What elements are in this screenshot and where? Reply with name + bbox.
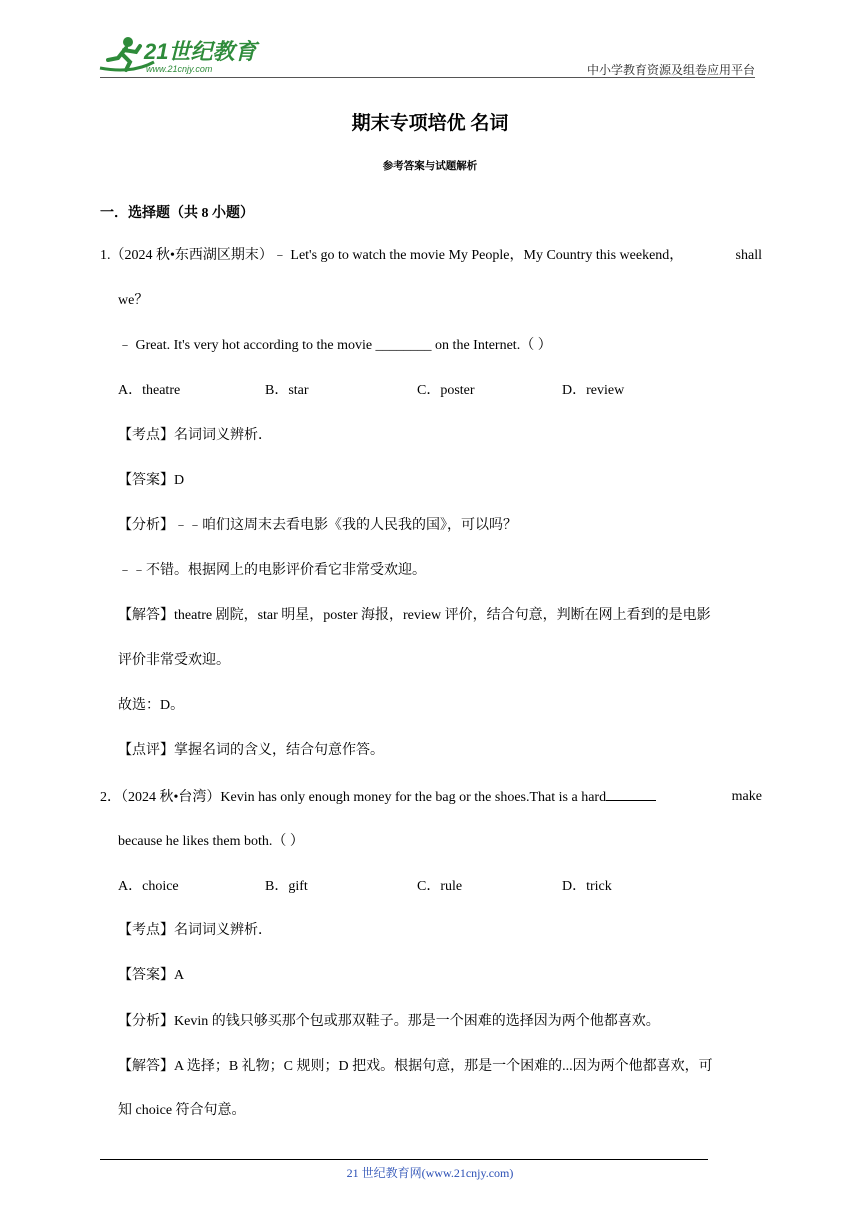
question-1-choice: 故选：D。 [118,698,185,713]
logo-runner-icon [92,34,262,78]
site-logo [92,34,262,78]
question-1-analysis: 【分析】﹣﹣咱们这周末去看电影《我的人民我的国》，可以吗？ [118,518,517,533]
question-1-option-d: D．review [562,383,625,398]
question-2-stem-cont: because he likes them both.（ ） [118,834,304,849]
question-1-comment: 【点评】掌握名词的含义，结合句意作答。 [118,743,384,758]
svg-text:www.21cnjy.com: www.21cnjy.com [146,64,213,74]
header-divider [100,77,755,78]
question-1-option-c: C．poster [417,383,475,398]
question-1-reply: ﹣ Great. It's very hot according to the movie ________ on the Internet.（ ） [118,338,552,353]
question-2-option-a: A．choice [118,879,179,894]
page-title: 期末专项培优 名词 [351,113,509,134]
question-1-analysis-cont: ﹣﹣不错。根据网上的电影评价看它非常受欢迎。 [118,563,426,578]
question-2-answer: 【答案】A [118,968,185,983]
question-2-text-end: make [731,789,762,804]
svg-text:21世纪教育: 21世纪教育 [144,39,257,64]
question-2-option-d: D．trick [562,879,612,894]
question-2-option-c: C．rule [417,879,463,894]
question-2-analysis: 【分析】Kevin 的钱只够买那个包或那双鞋子。那是一个困难的选择因为两个他都喜欢。 [118,1014,660,1029]
question-2-text: 2．（2024 秋•台湾）Kevin has only enough money for the bag or the shoes.That is a hard [100,787,656,808]
question-1-text: 1.（2024 秋•东西湖区期末）﹣ Let's go to watch the movie My People，My Country this weekend， [100,248,684,263]
question-2-solution-cont: 知 choice 符合句意。 [118,1103,246,1118]
platform-name: 中小学教育资源及组卷应用平台 [586,63,755,77]
footer-divider [100,1159,708,1160]
page-subtitle: 参考答案与试题解析 [382,161,478,172]
footer-link[interactable]: 21 世纪教育网(www.21cnjy.com) [346,1166,514,1180]
section-heading: 一．选择题（共 8 小题） [100,206,254,221]
question-2-kaodian: 【考点】名词词义辨析． [118,923,272,938]
question-1-option-b: B．star [265,383,309,398]
question-1-solution: 【解答】theatre 剧院，star 明星，poster 海报，review 评价，结合句意，判断在网上看到的是电影 [118,608,711,623]
answer-blank [606,787,656,801]
question-1-kaodian: 【考点】名词词义辨析． [118,428,272,443]
question-2-stem [100,787,762,808]
question-1-option-a: A．theatre [118,383,181,398]
question-2-solution: 【解答】A 选择；B 礼物；C 规则；D 把戏。根据句意，那是一个困难的...因为两个他都喜欢，可 [118,1059,713,1074]
question-1-stem-cont: we？ [118,293,149,308]
question-1-stem [100,246,762,266]
question-1-text-end: shall [735,248,762,263]
question-1-solution-cont: 评价非常受欢迎。 [118,653,230,668]
question-1-answer: 【答案】D [118,473,185,488]
question-2-option-b: B．gift [265,879,308,894]
